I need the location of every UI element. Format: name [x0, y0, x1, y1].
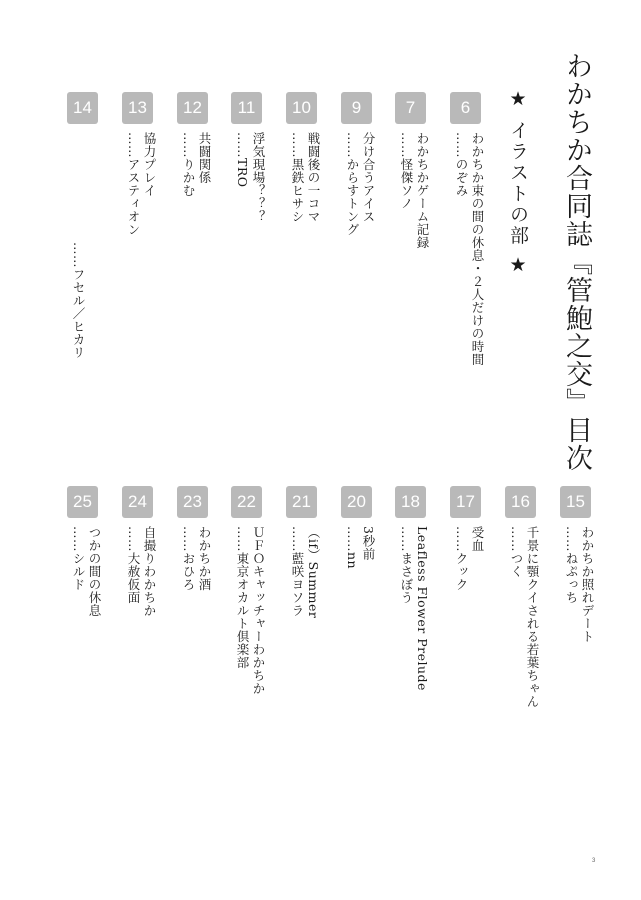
section-heading-illustration: [506, 88, 530, 278]
entry-author: ……つく: [509, 526, 524, 578]
entry-author: ……怪傑ソノ: [399, 132, 414, 210]
page-number-badge: 21: [286, 486, 317, 518]
entry-title: わかちか照れデート: [580, 526, 595, 643]
entry-title: 協力プレイ: [142, 132, 157, 197]
toc-entry: [505, 486, 551, 746]
entry-title: （if）Summer: [306, 526, 321, 619]
toc-entry: [67, 486, 113, 746]
page-number-badge: 14: [67, 92, 98, 124]
toc-entry: [177, 486, 223, 746]
page-number-badge: 10: [286, 92, 317, 124]
entry-title: 浮気現場？？？: [251, 132, 266, 223]
page-number-badge: 25: [67, 486, 98, 518]
section-heading-text: イラストの部: [507, 120, 529, 247]
entry-author: ……nn: [345, 526, 360, 570]
entry-author: ……おひろ: [181, 526, 196, 591]
page-number-badge: 24: [122, 486, 153, 518]
entry-author: ……アスティオン: [126, 132, 141, 236]
entry-author: ……まさぼう: [399, 526, 414, 604]
toc-entry: [341, 486, 387, 746]
entry-author: ……のぞみ: [454, 132, 469, 197]
page-number-badge: 11: [231, 92, 262, 124]
entry-title: わかちか束の間の休息・２人だけの時間: [470, 132, 485, 366]
star-icon: ★: [507, 88, 529, 112]
entry-title: 受血: [470, 526, 485, 552]
toc-entry: [67, 92, 113, 359]
entry-title: 分け合うアイス: [361, 132, 376, 223]
entry-title: 戦闘後の一コマ: [306, 132, 321, 223]
entry-title: Leafless Flower Prelude: [415, 526, 430, 691]
entry-title: わかちかゲーム記録: [415, 132, 430, 249]
page-number-badge: 13: [122, 92, 153, 124]
toc-entry: [395, 486, 441, 746]
page-number-badge: 15: [560, 486, 591, 518]
page-number-badge: 6: [450, 92, 481, 124]
entry-author: ……黒鉄ヒサシ: [290, 132, 305, 223]
toc-entry: [286, 486, 332, 746]
entry-title: 自撮りわかちか: [142, 526, 157, 617]
toc-entry: [450, 92, 496, 366]
toc-title: わかちか合同誌『管鮑之交』目次: [561, 52, 592, 472]
entry-title: つかの間の休息: [87, 526, 102, 617]
entry-title: わかちか酒: [197, 526, 212, 591]
entry-author: ……シルド: [71, 526, 86, 591]
entry-author: ……からすトング: [345, 132, 360, 236]
toc-entry: [450, 486, 496, 746]
toc-entry: [231, 92, 277, 352]
page-number-badge: 20: [341, 486, 372, 518]
toc-entry: [341, 92, 387, 352]
toc-entry: [286, 92, 332, 352]
toc-entry: [395, 92, 441, 352]
page-number-badge: 22: [231, 486, 262, 518]
entry-author: ……藍咲ヨソラ: [290, 526, 305, 617]
page-number-badge: 7: [395, 92, 426, 124]
entry-author: ……ねぷっち: [564, 526, 579, 604]
entry-title: 3秒前: [361, 526, 376, 561]
page-number-badge: 9: [341, 92, 372, 124]
entry-author: ……りかむ: [181, 132, 196, 197]
entry-title: ＵＦＯキャッチャーわかちか: [251, 526, 266, 695]
page-number-badge: 12: [177, 92, 208, 124]
toc-entry: [122, 486, 168, 746]
page-number-badge: 17: [450, 486, 481, 518]
entry-author: ……大赦仮面: [126, 526, 141, 604]
page-number: 3: [592, 858, 596, 864]
page-number-badge: 16: [505, 486, 536, 518]
star-icon: ★: [507, 254, 529, 279]
entry-title: 千景に顎クイされる若葉ちゃん: [525, 526, 540, 708]
page-number-badge: 23: [177, 486, 208, 518]
toc-entry: [122, 92, 168, 352]
entry-author: ……東京オカルト倶楽部: [235, 526, 250, 669]
toc-entry: [560, 486, 606, 746]
toc-entry: [231, 486, 277, 746]
entry-author: ……クック: [454, 526, 469, 591]
entry-author: ……TRO: [235, 132, 250, 188]
page-number-badge: 18: [395, 486, 426, 518]
toc-entry: [177, 92, 223, 352]
entry-author: ……フセル／ヒカリ: [71, 242, 86, 359]
entry-title: 共闘関係: [197, 132, 212, 184]
